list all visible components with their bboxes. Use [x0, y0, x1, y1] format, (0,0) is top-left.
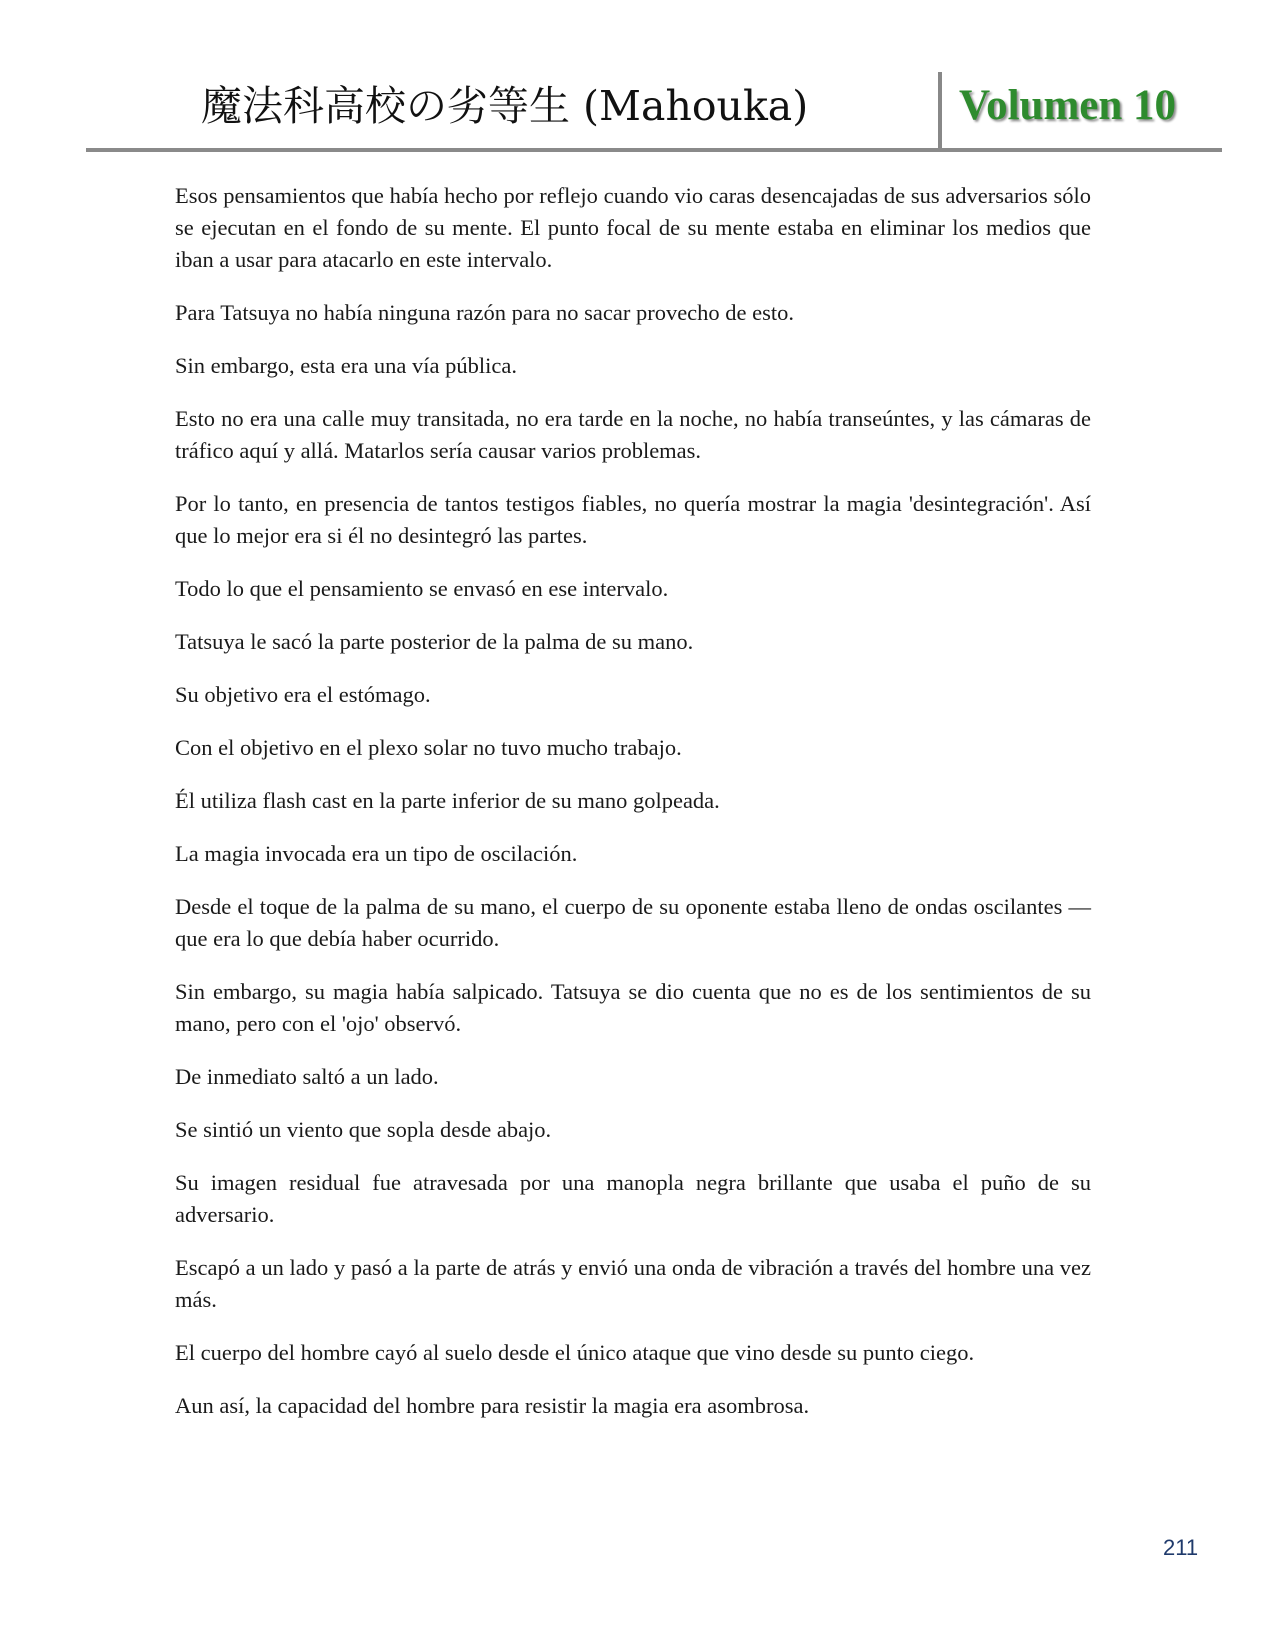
paragraph: Se sintió un viento que sopla desde abajo. — [175, 1117, 552, 1142]
header-divider — [938, 72, 942, 148]
paragraph: Escapó a un lado y pasó a la parte de atrás y envió una onda de vibración a través del hombre una vez más. — [175, 1255, 1091, 1312]
header-rule — [86, 148, 1222, 152]
book-title: 魔法科高校の劣等生 (Mahouka) — [201, 82, 809, 130]
body-text — [175, 180, 1091, 1443]
paragraph: Aun así, la capacidad del hombre para resistir la magia era asombrosa. — [175, 1393, 810, 1418]
paragraph: Sin embargo, esta era una vía pública. — [175, 353, 517, 378]
paragraph: Él utiliza flash cast en la parte inferior de su mano golpeada. — [175, 788, 720, 813]
paragraph: De inmediato saltó a un lado. — [175, 1064, 439, 1089]
paragraph: Tatsuya le sacó la parte posterior de la palma de su mano. — [175, 629, 694, 654]
volume-label: Volumen 10 — [959, 82, 1177, 129]
paragraph: Por lo tanto, en presencia de tantos testigos fiables, no quería mostrar la magia 'desintegración'. Así que lo mejor era si él no desintegró las partes. — [175, 491, 1091, 548]
paragraph: Su imagen residual fue atravesada por una manopla negra brillante que usaba el puño de su adversario. — [175, 1170, 1091, 1227]
paragraph: El cuerpo del hombre cayó al suelo desde el único ataque que vino desde su punto ciego. — [175, 1340, 975, 1365]
paragraph: Desde el toque de la palma de su mano, el cuerpo de su oponente estaba lleno de ondas oscilantes — que era lo que debía haber ocurrido. — [175, 894, 1091, 951]
paragraph: Para Tatsuya no había ninguna razón para no sacar provecho de esto. — [175, 300, 795, 325]
paragraph: Con el objetivo en el plexo solar no tuvo mucho trabajo. — [175, 735, 682, 760]
paragraph: Su objetivo era el estómago. — [175, 682, 431, 707]
page-header — [86, 72, 1222, 150]
paragraph: Sin embargo, su magia había salpicado. Tatsuya se dio cuenta que no es de los sentimientos de su mano, pero con el 'ojo' observó. — [175, 979, 1091, 1036]
paragraph: Esos pensamientos que había hecho por reflejo cuando vio caras desencajadas de sus adversarios sólo se ejecutan en el fondo de su mente. El punto focal de su mente estaba en eliminar los medios que iban a usar para atacarlo en este intervalo. — [175, 183, 1091, 272]
paragraph: Esto no era una calle muy transitada, no era tarde en la noche, no había transeúntes, y las cámaras de tráfico aquí y allá. Matarlos sería causar varios problemas. — [175, 406, 1091, 463]
page-number: 211 — [1163, 1535, 1199, 1560]
paragraph: La magia invocada era un tipo de oscilación. — [175, 841, 578, 866]
paragraph: Todo lo que el pensamiento se envasó en ese intervalo. — [175, 576, 669, 601]
